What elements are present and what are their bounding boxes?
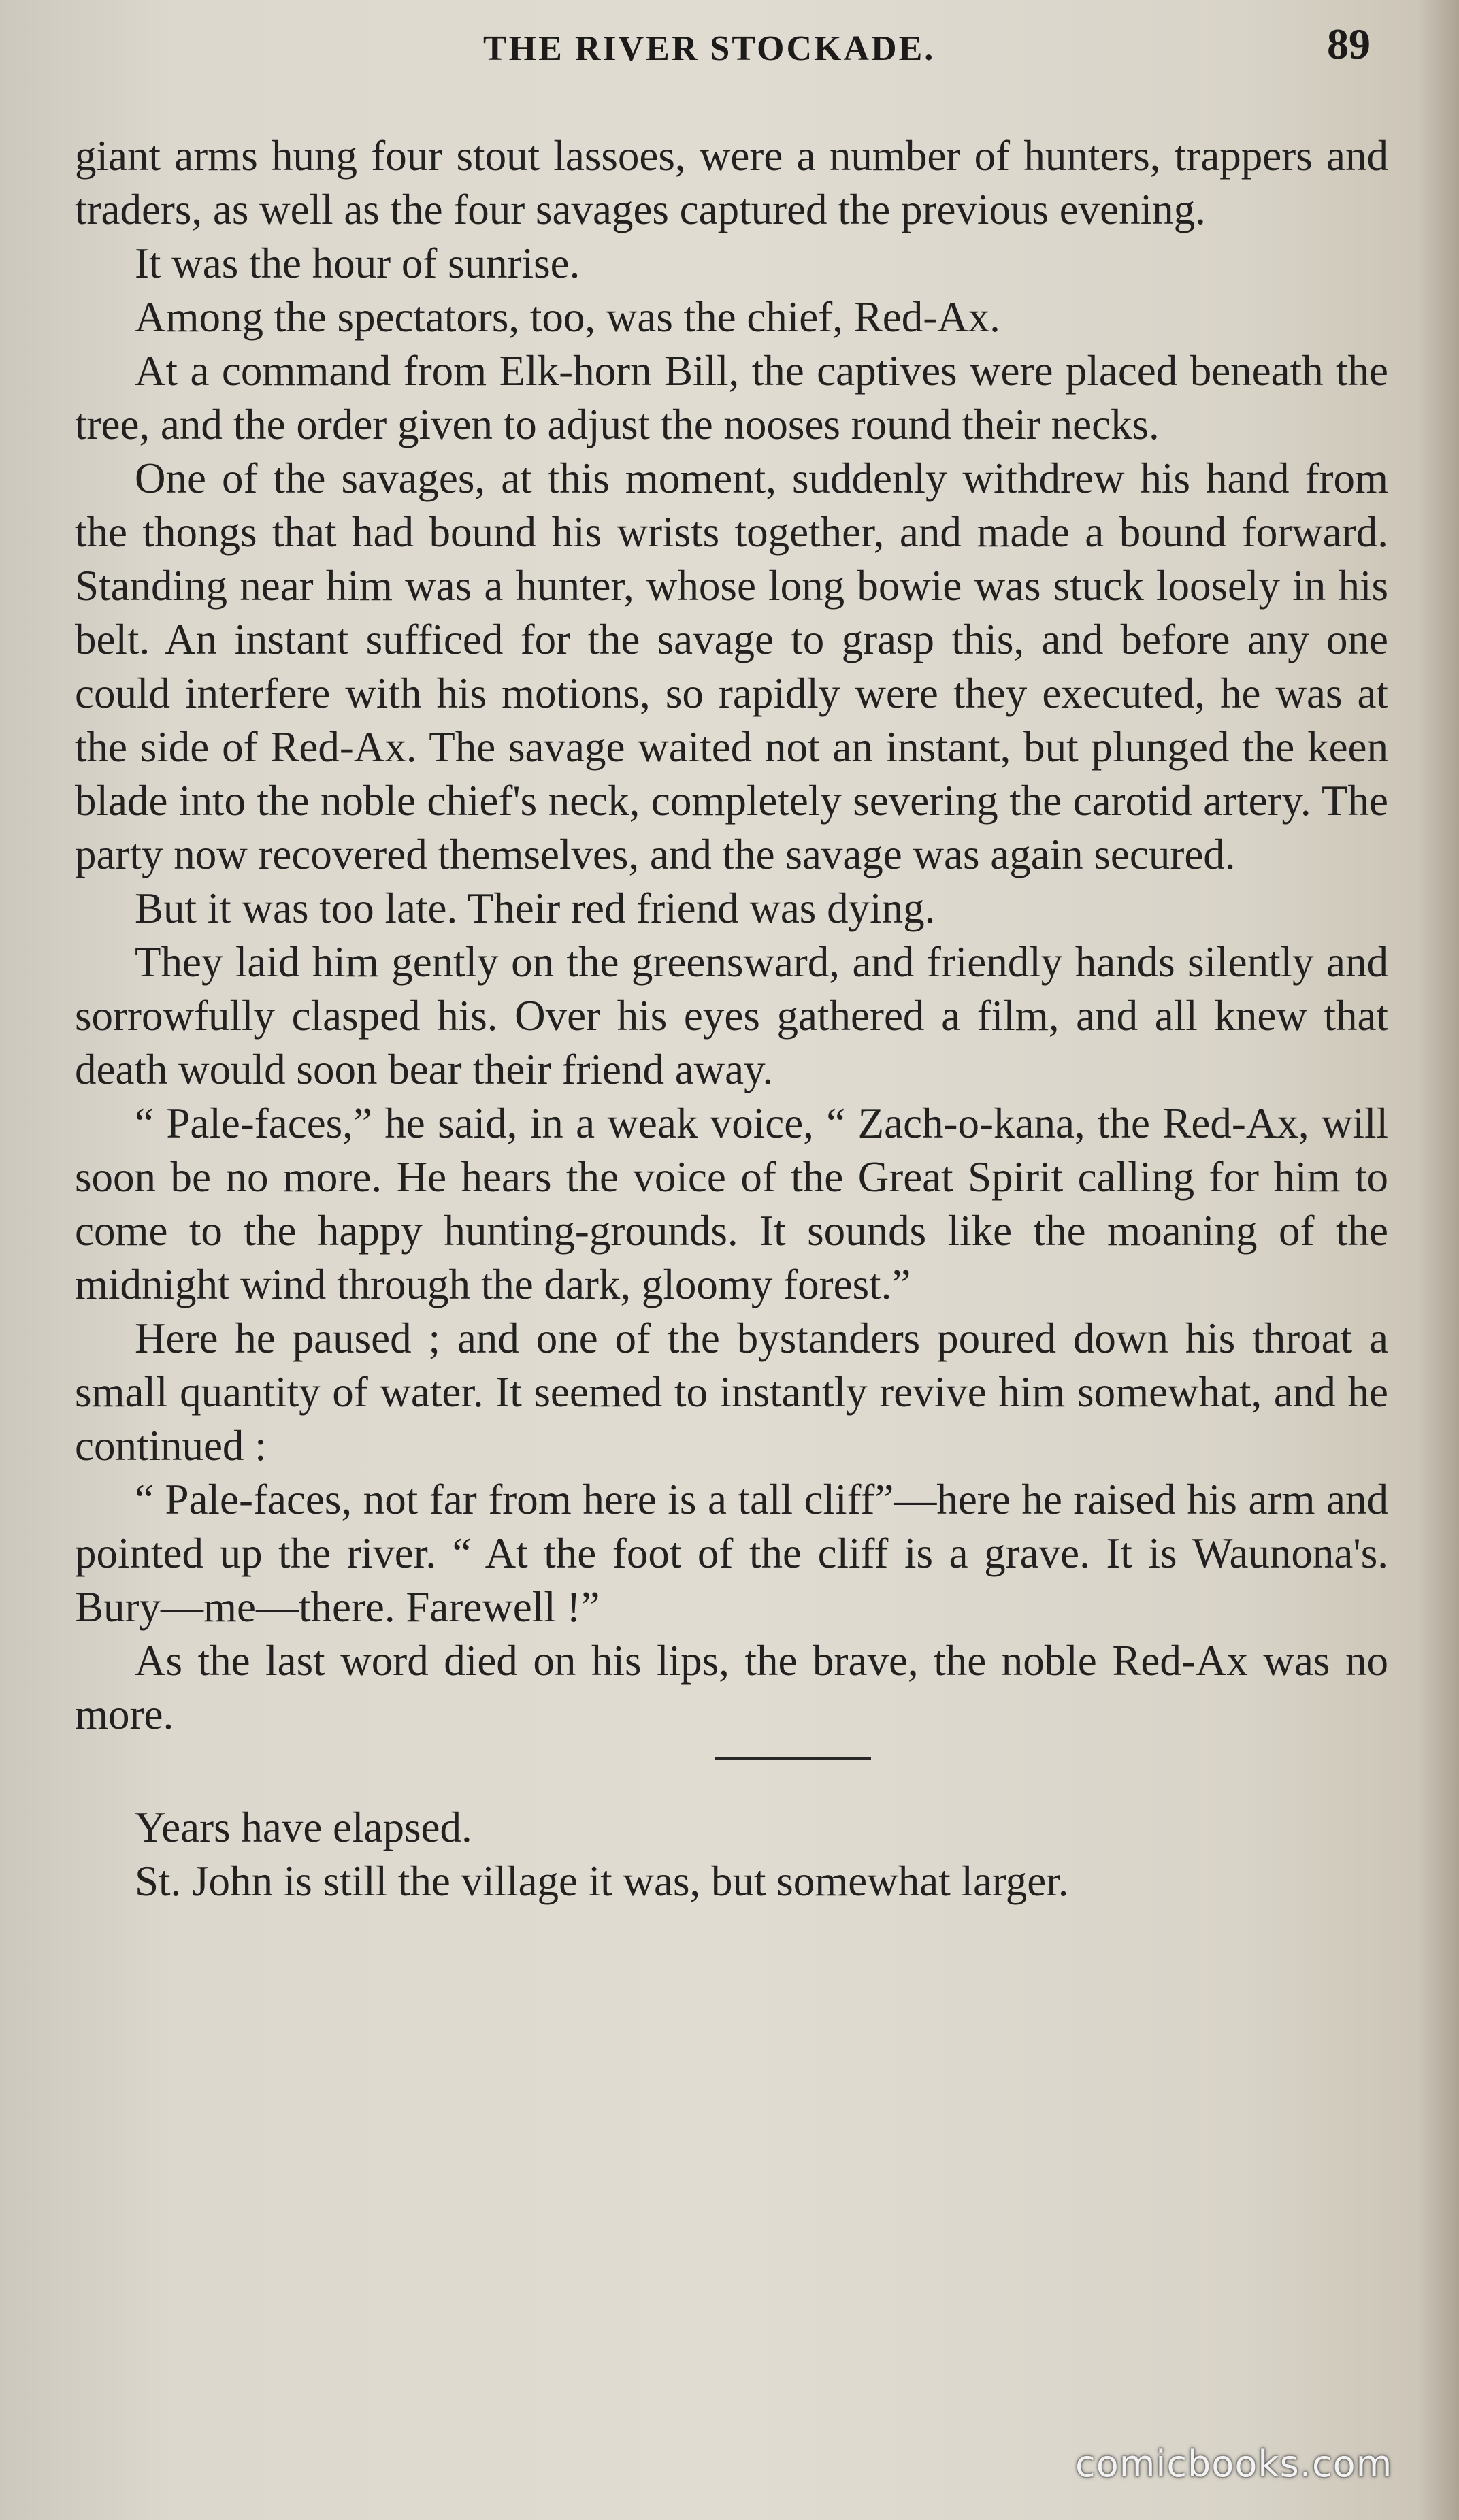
paragraph: “ Pale-faces,” he said, in a weak voice, “ Zach-o-kana, the Red-Ax, will soon be no more. He hears the voice of the Great Spirit calling for him to come to the happy hunting-grounds. It sounds like the moaning of the midnight wind through the dark, gloomy forest.” bbox=[75, 1099, 1388, 1308]
paragraph: Years have elapsed. bbox=[135, 1804, 472, 1851]
watermark: comicbooks.com bbox=[1075, 2442, 1393, 2485]
paragraph: Here he paused ; and one of the bystanders poured down his throat a small quantity of water. It seemed to instantly revive him somewhat, and he continued : bbox=[75, 1314, 1388, 1470]
paragraph: As the last word died on his lips, the brave, the noble Red-Ax was no more. bbox=[75, 1637, 1388, 1738]
running-title: THE RIVER STOCKADE. bbox=[483, 29, 936, 68]
paragraph: But it was too late. Their red friend was dying. bbox=[135, 884, 936, 932]
paragraph: “ Pale-faces, not far from here is a tall cliff”—here he raised his arm and pointed up the river. “ At the foot of the cliff is a grave. It is Waunona's. Bury—me—there. Farewell !” bbox=[75, 1476, 1388, 1631]
paragraph: At a command from Elk-horn Bill, the captives were placed beneath the tree, and the order given to adjust the nooses round their necks. bbox=[75, 347, 1388, 448]
paragraph: One of the savages, at this moment, suddenly withdrew his hand from the thongs that had bound his wrists together, and made a bound forward. Standing near him was a hunter, whose long bowie was stuck loosely in his belt. An instant sufficed for the savage to grasp this, and before any one could interfere with his motions, so rapidly were they executed, he was at the side of Red-Ax. The savage waited not an instant, but plunged the keen blade into the noble chief's neck, completely severing the carotid artery. The party now recovered themselves, and the savage was again secured. bbox=[75, 454, 1388, 878]
paragraph: St. John is still the village it was, but somewhat larger. bbox=[135, 1857, 1069, 1905]
paragraph: They laid him gently on the greensward, and friendly hands silently and sorrowfully clasped his. Over his eyes gathered a film, and all knew that death would soon bear their friend away. bbox=[75, 938, 1388, 1093]
paragraph: giant arms hung four stout lassoes, were a number of hunters, trappers and traders, as well as the four savages captured the previous evening. bbox=[75, 132, 1388, 233]
page-number: 89 bbox=[1327, 20, 1371, 68]
body-text bbox=[75, 129, 1388, 1908]
paragraph: Among the spectators, too, was the chief, Red-Ax. bbox=[135, 293, 1000, 341]
paragraph: It was the hour of sunrise. bbox=[135, 239, 580, 287]
section-divider bbox=[715, 1757, 871, 1760]
